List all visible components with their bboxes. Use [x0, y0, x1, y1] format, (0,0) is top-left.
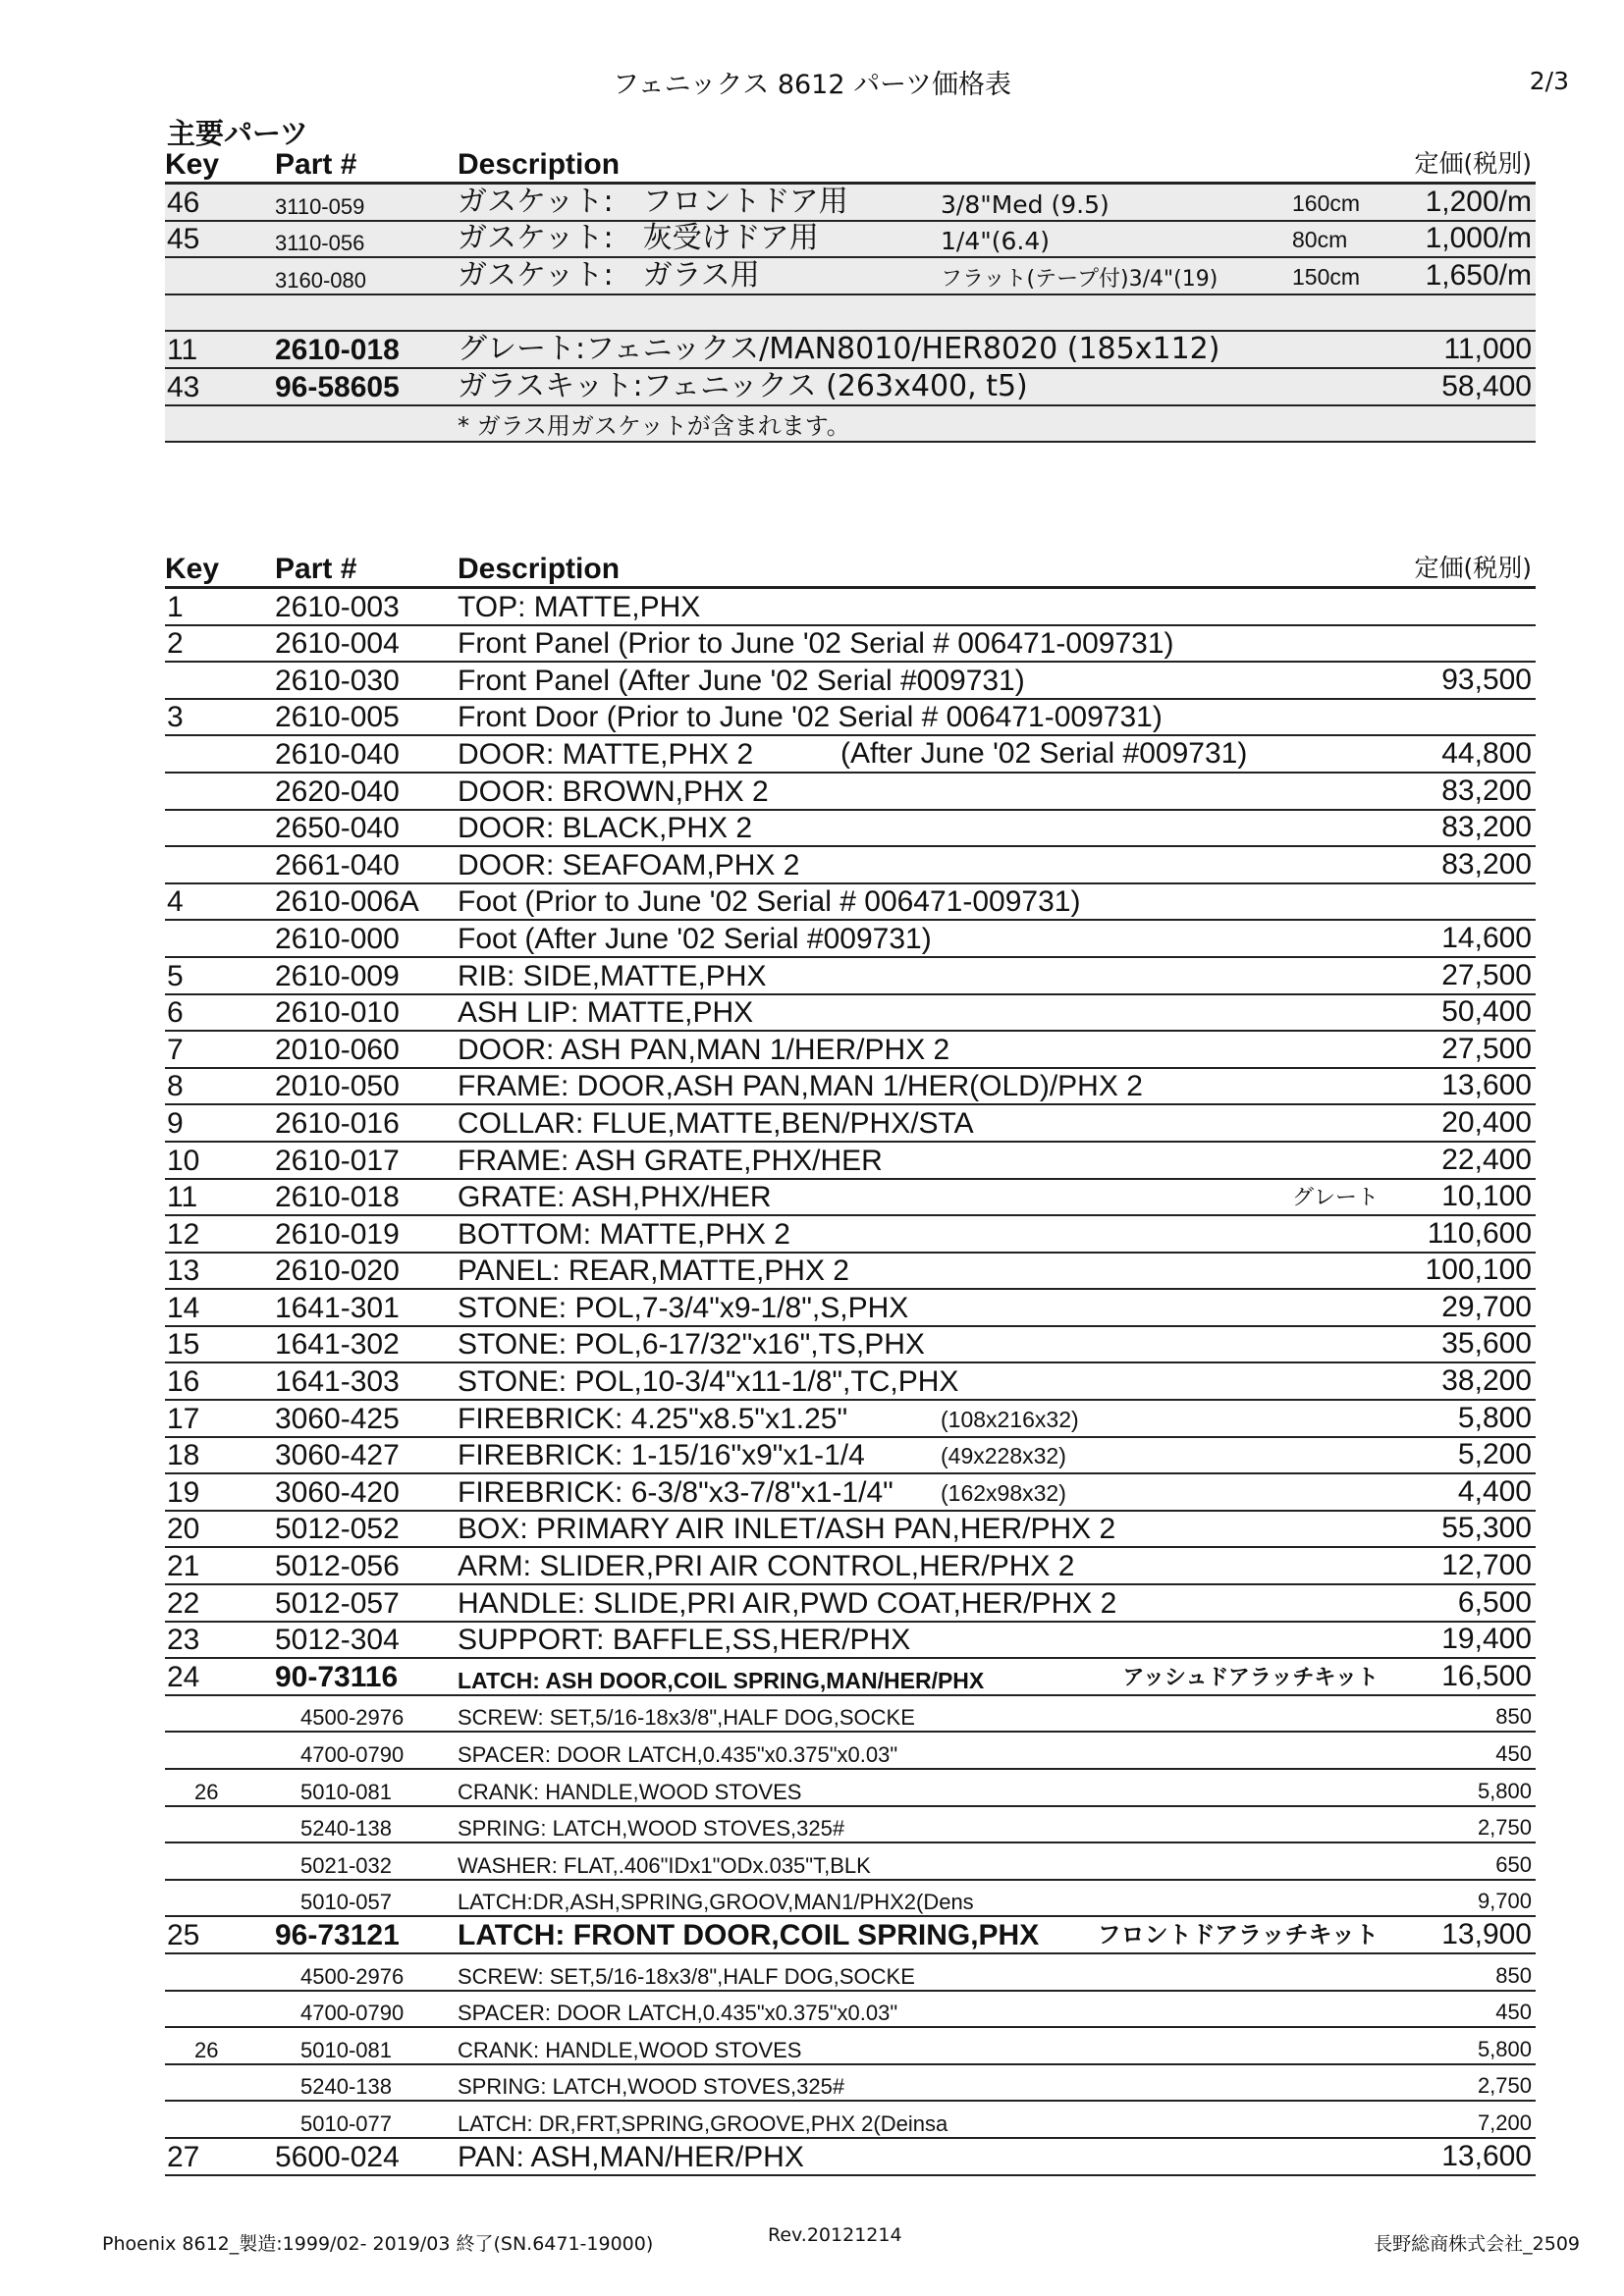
page-number: 2/3 — [1529, 67, 1569, 95]
row-description: TOP: MATTE,PHX — [458, 590, 701, 623]
row-part: 1641-301 — [275, 1291, 400, 1324]
row-part: 2610-005 — [275, 701, 400, 734]
row-description: SCREW: SET,5/16-18x3/8",HALF DOG,SOCKE — [458, 1705, 915, 1731]
row-description: STONE: POL,10-3/4"x11-1/8",TC,PHX — [458, 1365, 959, 1399]
row-kit-tag: グレート — [1291, 1186, 1379, 1211]
row-part: 5240-138 — [300, 2074, 392, 2100]
row-part: 2610-017 — [275, 1144, 400, 1177]
table-row — [165, 2102, 1536, 2139]
row-key: 18 — [167, 1439, 200, 1472]
row-description: FIREBRICK: 4.25"x8.5"x1.25" — [458, 1402, 848, 1435]
row-part: 2610-016 — [275, 1106, 400, 1140]
table-row — [165, 1363, 1536, 1401]
row-kit-tag: フロントドアラッチキット — [1097, 1920, 1379, 1949]
row-part: 2610-040 — [275, 737, 400, 771]
table-row — [165, 1585, 1536, 1623]
row-key: 8 — [167, 1070, 184, 1103]
table-row — [165, 700, 1536, 737]
table-row — [165, 995, 1536, 1033]
table-row — [165, 1438, 1536, 1475]
table-row — [165, 921, 1536, 958]
row-part: 2610-009 — [275, 959, 400, 992]
row-price: 12,700 — [1441, 1549, 1532, 1582]
row-description: DOOR: BLACK,PHX 2 — [458, 812, 753, 845]
row-part: 2010-060 — [275, 1033, 400, 1066]
row-part: 4700-0790 — [300, 1742, 405, 1767]
main-parts-table — [165, 147, 1536, 443]
row-price: 10,100 — [1441, 1180, 1532, 1213]
row-price: 11,000 — [1443, 332, 1532, 365]
row-key: 26 — [194, 1779, 219, 1804]
row-price: 14,600 — [1441, 921, 1532, 954]
row-price: 50,400 — [1441, 995, 1532, 1029]
row-key: 21 — [167, 1550, 200, 1583]
row-description: LATCH: ASH DOOR,COIL SPRING,MAN/HER/PHX — [458, 1667, 985, 1693]
row-part: 4500-2976 — [300, 1705, 405, 1731]
table-row — [165, 1659, 1536, 1696]
row-key: 9 — [167, 1106, 184, 1140]
table-row — [165, 1216, 1536, 1254]
row-description: STONE: POL,7-3/4"x9-1/8",S,PHX — [458, 1291, 909, 1324]
table-header — [165, 147, 1536, 185]
row-description: SPACER: DOOR LATCH,0.435"x0.375"x0.03" — [458, 1742, 898, 1767]
row-key: 26 — [194, 2037, 219, 2062]
row-description: Foot (Prior to June '02 Serial # 006471-009731) — [458, 885, 1081, 919]
row-price: 850 — [1495, 1962, 1532, 1988]
table-row — [165, 1807, 1536, 1844]
row-part: 2610-010 — [275, 996, 400, 1030]
row-key: 22 — [167, 1586, 200, 1620]
row-price: 83,200 — [1441, 774, 1532, 807]
row-price: 58,400 — [1441, 369, 1532, 402]
row-part: 4700-0790 — [300, 2001, 405, 2026]
table-row — [165, 1512, 1536, 1549]
row-price: 450 — [1495, 1741, 1532, 1766]
row-part: 96-73121 — [275, 1918, 400, 1951]
row-description: Front Panel (Prior to June '02 Serial # 006471-009731) — [458, 627, 1174, 661]
row-description: SUPPORT: BAFFLE,SS,HER/PHX — [458, 1624, 911, 1657]
row-description: ASH LIP: MATTE,PHX — [458, 996, 754, 1030]
row-price: 1,200/m — [1425, 185, 1532, 218]
row-part: 4500-2976 — [300, 1963, 405, 1989]
row-part: 3060-427 — [275, 1439, 400, 1472]
table-row — [165, 1254, 1536, 1291]
row-price: 22,400 — [1441, 1143, 1532, 1176]
row-price: 13,600 — [1441, 1069, 1532, 1102]
row-description: Front Panel (After June '02 Serial #009731) — [458, 664, 1025, 697]
row-price: 6,500 — [1457, 1585, 1532, 1619]
row-part: 2610-004 — [275, 627, 400, 661]
row-key: 1 — [167, 590, 184, 623]
row-length: 160cm — [1292, 189, 1361, 216]
row-part: 2610-030 — [275, 664, 400, 697]
row-description: LATCH: DR,FRT,SPRING,GROOVE,PHX 2(Deinsa — [458, 2110, 948, 2136]
row-description: PAN: ASH,MAN/HER/PHX — [458, 2140, 804, 2173]
row-key: 5 — [167, 959, 184, 992]
table-row — [165, 1843, 1536, 1881]
row-key: 11 — [167, 1181, 198, 1214]
row-part: 2610-018 — [275, 333, 400, 366]
row-description: PANEL: REAR,MATTE,PHX 2 — [458, 1255, 849, 1288]
row-part: 2610-006A — [275, 885, 419, 919]
row-description: SPACER: DOOR LATCH,0.435"x0.375"x0.03" — [458, 2001, 898, 2026]
row-description: Foot (After June '02 Serial #009731) — [458, 922, 932, 955]
row-price: 2,750 — [1477, 1815, 1532, 1841]
row-part: 2010-050 — [275, 1070, 400, 1103]
row-description: CRANK: HANDLE,WOOD STOVES — [458, 1779, 802, 1804]
table-row — [165, 1992, 1536, 2029]
row-part: 3160-080 — [275, 267, 366, 293]
row-price: 16,500 — [1441, 1659, 1532, 1692]
row-part: 2610-018 — [275, 1181, 400, 1214]
row-description: GRATE: ASH,PHX/HER — [458, 1181, 772, 1214]
row-price: 5,800 — [1477, 2036, 1532, 2061]
table-row — [165, 1069, 1536, 1106]
row-key: 7 — [167, 1033, 184, 1066]
row-key: 16 — [167, 1365, 200, 1399]
row-price: 93,500 — [1441, 663, 1532, 696]
row-part: 5012-057 — [275, 1586, 400, 1620]
row-description: STONE: POL,6-17/32"x16",TS,PHX — [458, 1328, 925, 1362]
row-key: 2 — [167, 627, 184, 661]
row-description: FRAME: DOOR,ASH PAN,MAN 1/HER(OLD)/PHX 2 — [458, 1070, 1143, 1103]
row-key: 25 — [167, 1918, 200, 1951]
header-price: 定価(税別) — [1414, 149, 1532, 178]
row-part: 2650-040 — [275, 812, 400, 845]
row-length: 80cm — [1292, 227, 1348, 253]
row-key: 4 — [167, 885, 184, 919]
row-price: 650 — [1495, 1851, 1532, 1877]
row-description: BOX: PRIMARY AIR INLET/ASH PAN,HER/PHX 2 — [458, 1513, 1116, 1546]
row-price: 13,600 — [1441, 2139, 1532, 2172]
row-part: 5021-032 — [300, 1852, 392, 1878]
row-key: 20 — [167, 1513, 200, 1546]
section-title: 主要パーツ — [167, 117, 308, 150]
row-part: 5012-052 — [275, 1513, 400, 1546]
header-key: Key — [165, 148, 220, 181]
table-row — [165, 626, 1536, 664]
row-part: 5010-081 — [300, 2037, 392, 2062]
row-description: BOTTOM: MATTE,PHX 2 — [458, 1217, 790, 1251]
row-key: 10 — [167, 1144, 200, 1177]
row-part: 2610-000 — [275, 922, 400, 955]
row-description: ガスケット: ガラス用 — [458, 257, 760, 293]
header-part: Part # — [275, 553, 357, 585]
row-description: ARM: SLIDER,PRI AIR CONTROL,HER/PHX 2 — [458, 1550, 1075, 1583]
table-row — [165, 589, 1536, 626]
row-part: 5010-057 — [300, 1890, 392, 1915]
table-row — [165, 1696, 1536, 1734]
row-price: 5,800 — [1477, 1778, 1532, 1803]
table-row — [165, 1180, 1536, 1217]
footer-center: Rev.20121214 — [768, 2224, 902, 2246]
row-key: 27 — [167, 2140, 200, 2173]
header-key: Key — [165, 553, 220, 585]
row-key: 12 — [167, 1217, 200, 1251]
table-row — [165, 185, 1536, 222]
row-price: 100,100 — [1425, 1254, 1532, 1287]
header-description: Description — [458, 553, 621, 585]
row-part: 90-73116 — [275, 1660, 399, 1693]
row-key: 14 — [167, 1291, 200, 1324]
row-serial-note: (After June '02 Serial #009731) — [840, 736, 1248, 770]
header-part: Part # — [275, 148, 357, 181]
table-row — [165, 406, 1536, 444]
row-description: DOOR: BROWN,PHX 2 — [458, 774, 769, 808]
header-price: 定価(税別) — [1414, 554, 1532, 582]
footer-left: Phoenix 8612_製造:1999/02- 2019/03 終了(SN.6471-19000) — [102, 2233, 654, 2255]
row-description: RIB: SIDE,MATTE,PHX — [458, 959, 767, 992]
row-part: 3110-059 — [275, 193, 365, 219]
table-row — [165, 222, 1536, 259]
row-part: 2610-020 — [275, 1255, 400, 1288]
row-description: グレート:フェニックス/MAN8010/HER8020 (185x112) — [458, 331, 1220, 366]
row-part: 5600-024 — [275, 2140, 400, 2173]
table-row — [165, 2065, 1536, 2103]
table-row — [165, 1327, 1536, 1364]
row-key: 11 — [167, 333, 198, 366]
table-row — [165, 736, 1536, 774]
row-description: ガスケット: 灰受けドア用 — [458, 221, 819, 256]
row-description: FIREBRICK: 6-3/8"x3-7/8"x1-1/4" — [458, 1475, 893, 1509]
row-part: 1641-303 — [275, 1365, 400, 1399]
row-price: 29,700 — [1441, 1290, 1532, 1323]
table-row — [165, 2028, 1536, 2065]
row-price: 55,300 — [1441, 1512, 1532, 1545]
row-price: 5,800 — [1457, 1401, 1532, 1434]
row-description: SPRING: LATCH,WOOD STOVES,325# — [458, 2074, 845, 2100]
table-row — [165, 1474, 1536, 1512]
row-price: 450 — [1495, 2000, 1532, 2025]
table-row — [165, 1733, 1536, 1770]
table-row — [165, 1954, 1536, 1992]
row-part: 5240-138 — [300, 1816, 392, 1842]
row-description: ガスケット: フロントドア用 — [458, 184, 848, 219]
row-key: 3 — [167, 701, 184, 734]
row-price: 83,200 — [1441, 811, 1532, 844]
row-price: 35,600 — [1441, 1327, 1532, 1361]
table-row — [165, 663, 1536, 700]
row-key: 24 — [167, 1660, 200, 1693]
row-part: 3110-056 — [275, 231, 365, 256]
row-dimensions: (162x98x32) — [941, 1479, 1066, 1506]
row-price: 38,200 — [1441, 1364, 1532, 1398]
row-part: 5012-056 — [275, 1550, 400, 1583]
row-description: DOOR: MATTE,PHX 2 — [458, 737, 754, 771]
table-row — [165, 1623, 1536, 1660]
table-row — [165, 1143, 1536, 1180]
row-part: 2610-019 — [275, 1217, 400, 1251]
row-part: 2661-040 — [275, 848, 400, 881]
row-key: 45 — [167, 223, 200, 256]
table-row — [165, 1770, 1536, 1807]
row-description: FRAME: ASH GRATE,PHX/HER — [458, 1144, 883, 1177]
row-key: 13 — [167, 1255, 200, 1288]
row-description: ガラスキット:フェニックス (263x400, t5) — [458, 368, 1028, 403]
row-description: Front Door (Prior to June '02 Serial # 006471-009731) — [458, 701, 1163, 734]
row-part: 5010-081 — [300, 1779, 392, 1804]
row-price: 1,000/m — [1425, 222, 1532, 255]
table-row — [165, 1401, 1536, 1438]
row-key: 15 — [167, 1328, 200, 1362]
row-description: LATCH: FRONT DOOR,COIL SPRING,PHX — [458, 1918, 1040, 1951]
row-price: 4,400 — [1457, 1474, 1532, 1508]
row-description: HANDLE: SLIDE,PRI AIR,PWD COAT,HER/PHX 2 — [458, 1586, 1117, 1620]
row-description: WASHER: FLAT,.406"IDx1"ODx.035"T,BLK — [458, 1852, 871, 1878]
table-row — [165, 1548, 1536, 1585]
row-price: 850 — [1495, 1704, 1532, 1730]
row-spec: 3/8"Med (9.5) — [941, 189, 1110, 219]
row-part: 5012-304 — [275, 1624, 400, 1657]
row-description: SCREW: SET,5/16-18x3/8",HALF DOG,SOCKE — [458, 1963, 915, 1989]
table-row — [165, 1032, 1536, 1069]
row-description: COLLAR: FLUE,MATTE,BEN/PHX/STA — [458, 1106, 974, 1140]
row-price: 1,650/m — [1425, 258, 1532, 292]
table-row — [165, 258, 1536, 295]
row-spec: フラット(テープ付)3/4"(19) — [941, 266, 1218, 292]
row-price: 2,750 — [1477, 2073, 1532, 2099]
row-part: 3060-425 — [275, 1402, 400, 1435]
row-part: 3060-420 — [275, 1475, 400, 1509]
row-dimensions: (49x228x32) — [941, 1443, 1066, 1469]
row-key: 19 — [167, 1475, 200, 1509]
table-row — [165, 1290, 1536, 1327]
row-description: DOOR: SEAFOAM,PHX 2 — [458, 848, 800, 881]
row-price: 9,700 — [1477, 1889, 1532, 1914]
row-kit-tag: アッシュドアラッチキット — [1122, 1665, 1379, 1690]
row-part: 2620-040 — [275, 774, 400, 808]
row-key: 23 — [167, 1624, 200, 1657]
row-price: 7,200 — [1477, 2109, 1532, 2135]
row-description: FIREBRICK: 1-15/16"x9"x1-1/4 — [458, 1439, 865, 1472]
table-row — [165, 847, 1536, 884]
row-price: 83,200 — [1441, 847, 1532, 881]
row-price: 27,500 — [1441, 958, 1532, 991]
table-row — [165, 369, 1536, 406]
page-title: フェニックス 8612 パーツ価格表 — [612, 70, 1012, 100]
row-price: 27,500 — [1441, 1032, 1532, 1065]
table-row — [165, 1105, 1536, 1143]
table-row — [165, 1881, 1536, 1918]
row-part: 5010-077 — [300, 2110, 392, 2136]
row-price: 19,400 — [1441, 1623, 1532, 1656]
row-price: 44,800 — [1441, 736, 1532, 770]
header-description: Description — [458, 148, 621, 181]
row-key: 43 — [167, 370, 200, 403]
row-key: 17 — [167, 1402, 200, 1435]
row-part: 96-58605 — [275, 370, 400, 403]
row-length: 150cm — [1292, 263, 1361, 290]
table-row — [165, 2139, 1536, 2176]
row-description: DOOR: ASH PAN,MAN 1/HER/PHX 2 — [458, 1033, 950, 1066]
footer-right: 長野総商株式会社_2509 — [1374, 2233, 1580, 2255]
row-dimensions: (108x216x32) — [941, 1406, 1079, 1432]
table-row — [165, 774, 1536, 811]
table-row — [165, 958, 1536, 995]
row-price: 20,400 — [1441, 1105, 1532, 1139]
row-price: 13,900 — [1441, 1917, 1532, 1950]
table-row — [165, 1917, 1536, 1954]
row-part: 1641-302 — [275, 1328, 400, 1362]
parts-table — [165, 552, 1536, 2176]
row-price: 110,600 — [1427, 1216, 1532, 1250]
row-spec: 1/4"(6.4) — [941, 227, 1050, 256]
table-row — [165, 884, 1536, 922]
row-note: * ガラス用ガスケットが含まれます。 — [458, 412, 850, 441]
row-description: CRANK: HANDLE,WOOD STOVES — [458, 2037, 802, 2062]
row-key: 46 — [167, 186, 200, 219]
row-description: SPRING: LATCH,WOOD STOVES,325# — [458, 1816, 845, 1842]
row-key: 6 — [167, 996, 184, 1030]
row-part: 2610-003 — [275, 590, 400, 623]
table-row — [165, 811, 1536, 848]
row-description: LATCH:DR,ASH,SPRING,GROOV,MAN1/PHX2(Dens — [458, 1890, 974, 1915]
row-price: 5,200 — [1457, 1438, 1532, 1471]
table-header — [165, 552, 1536, 589]
